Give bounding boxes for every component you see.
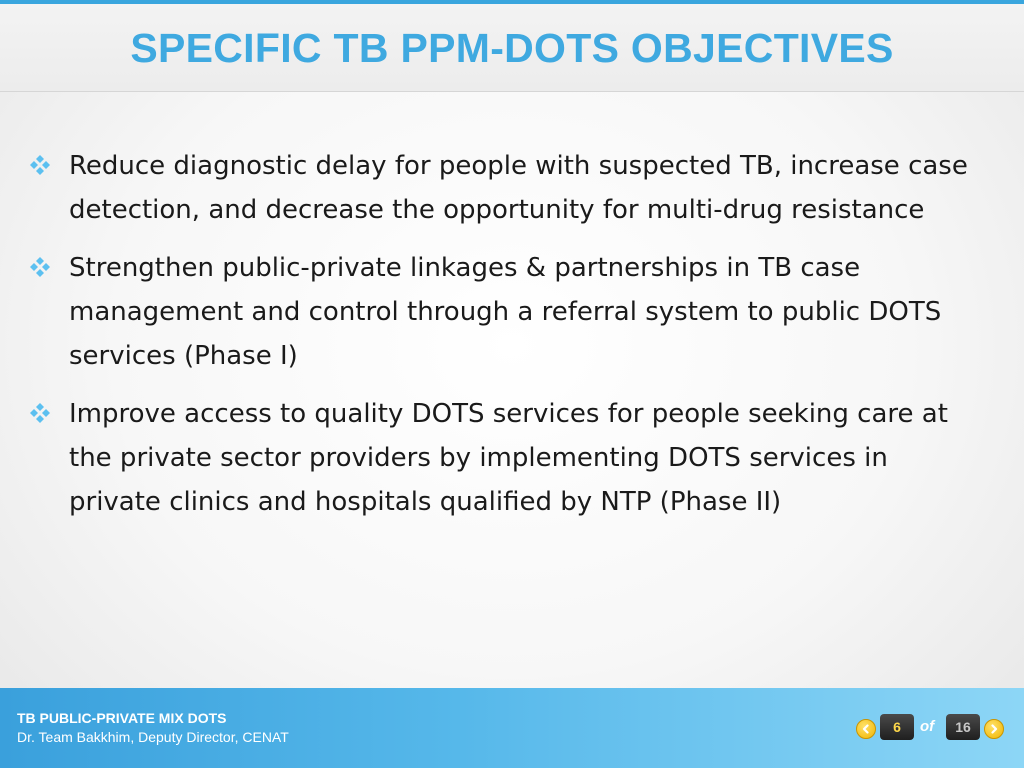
- four-diamond-icon: [28, 401, 52, 425]
- bullet-text: Improve access to quality DOTS services for people seeking care at the private sector providers by implementing DOTS services in private clinics and hospitals qualified by NTP (Phase II): [69, 399, 948, 517]
- footer-bar: [0, 688, 1024, 768]
- next-slide-button[interactable]: [984, 719, 1004, 739]
- bullet-item: [28, 392, 988, 524]
- bullet-item: [28, 246, 988, 378]
- slide-pager: [856, 714, 1006, 742]
- chevron-right-icon: [989, 724, 999, 734]
- footer-subtitle: Dr. Team Bakkhim, Deputy Director, CENAT: [17, 729, 289, 745]
- bullet-list: [28, 144, 988, 538]
- bullet-text: Strengthen public-private linkages & partnerships in TB case management and control through a referral system to public DOTS services (Phase I): [69, 253, 942, 371]
- footer-title: TB PUBLIC-PRIVATE MIX DOTS: [17, 710, 227, 726]
- total-pages-number: 16: [946, 714, 980, 740]
- page-of-label: of: [920, 718, 935, 735]
- four-diamond-icon: [28, 255, 52, 279]
- bullet-text: Reduce diagnostic delay for people with suspected TB, increase case detection, and decrease the opportunity for multi-drug resistance: [69, 151, 968, 225]
- prev-slide-button[interactable]: [856, 719, 876, 739]
- four-diamond-icon: [28, 153, 52, 177]
- chevron-left-icon: [861, 724, 871, 734]
- title-band: [0, 4, 1024, 92]
- slide-title: SPECIFIC TB PPM-DOTS OBJECTIVES: [130, 25, 894, 71]
- bullet-item: [28, 144, 988, 232]
- current-page-number: 6: [880, 714, 914, 740]
